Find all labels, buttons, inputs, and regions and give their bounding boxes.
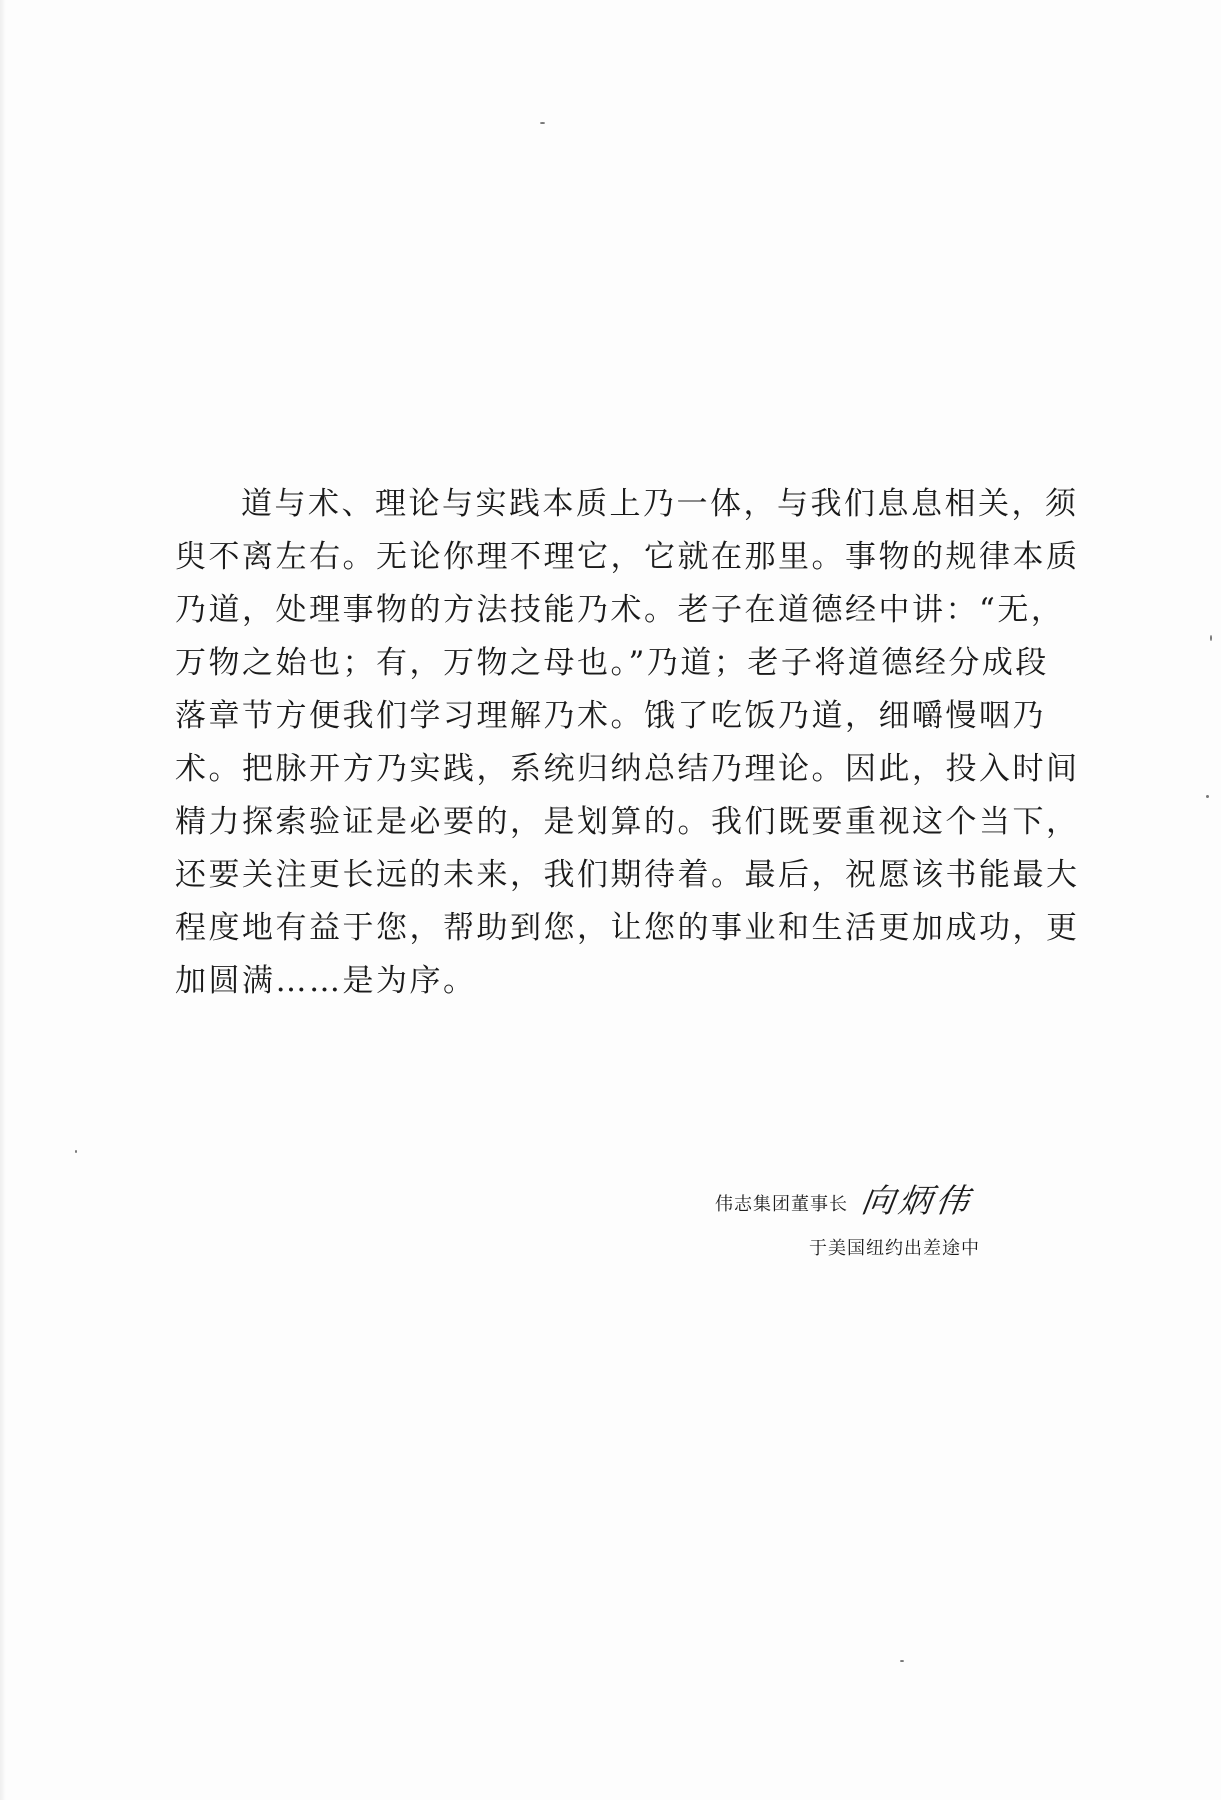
preface-line: 加圆满……是为序。: [175, 963, 477, 999]
preface-line: 乃道，处理事物的方法技能乃术。老子在道德经中讲：“无，: [175, 592, 1065, 628]
signature-row: [715, 1175, 1015, 1222]
preface-line: 臾不离左右。无论你理不理它，它就在那里。事物的规律本质: [175, 539, 1080, 575]
preface-line: 道与术、理论与实践本质上乃一体，与我们息息相关，须: [241, 486, 1079, 522]
preface-line: 万物之始也；有，万物之母也。”乃道；老子将道德经分成段: [175, 645, 1049, 681]
scan-speck: [540, 122, 545, 124]
scan-edge: [0, 0, 6, 1800]
scan-speck: [900, 1660, 904, 1662]
scan-speck: [1210, 635, 1212, 641]
scan-speck: [1206, 795, 1209, 798]
preface-paragraph: [175, 478, 1080, 1008]
preface-line: 程度地有益于您，帮助到您，让您的事业和生活更加成功，更: [175, 910, 1080, 946]
preface-line: 落章节方便我们学习理解乃术。饿了吃饭乃道，细嚼慢咽乃: [175, 698, 1046, 734]
preface-line: 术。把脉开方乃实践，系统归纳总结乃理论。因此，投入时间: [175, 751, 1080, 787]
signature-block: [715, 1175, 1015, 1260]
signature-name: 向炳伟: [858, 1181, 976, 1220]
preface-line: 精力探索验证是必要的，是划算的。我们既要重视这个当下，: [175, 804, 1080, 840]
signature-title: 伟志集团董事长: [715, 1194, 848, 1215]
scan-speck: [75, 1150, 77, 1153]
preface-line: 还要关注更长远的未来，我们期待着。最后，祝愿该书能最大: [175, 857, 1080, 893]
signature-place: 于美国纽约出差途中: [809, 1238, 980, 1259]
